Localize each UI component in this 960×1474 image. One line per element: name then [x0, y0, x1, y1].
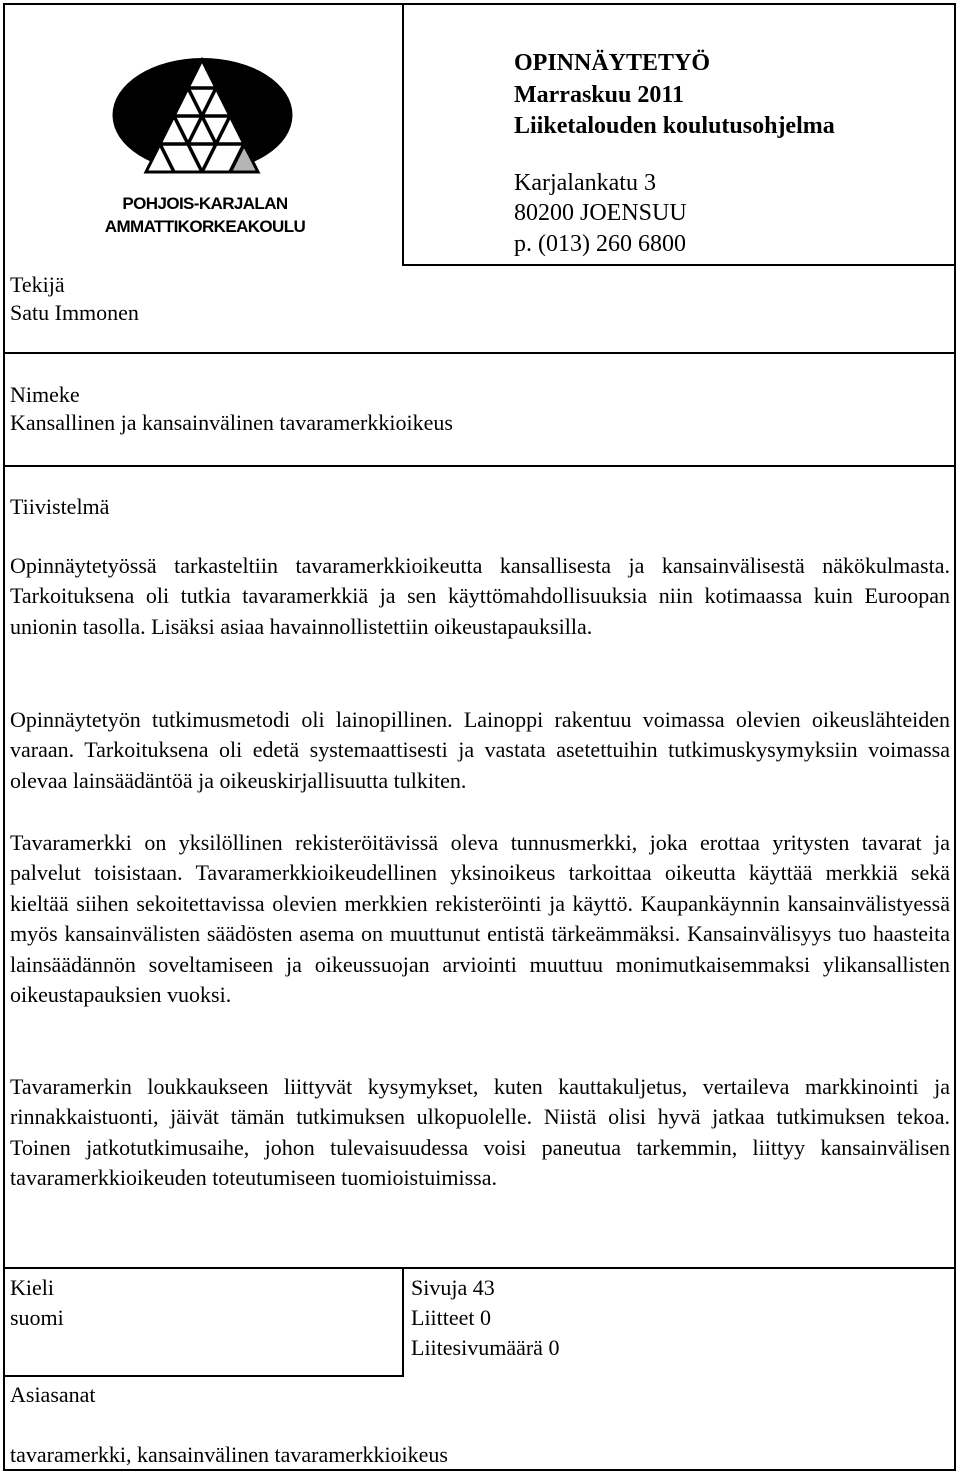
abstract-section-divider	[3, 1267, 956, 1269]
phone-number: p. (013) 260 6800	[514, 231, 686, 257]
logo-text-line2: AMMATTIKORKEAKOULU	[104, 217, 306, 236]
abstract-paragraph: Tavaramerkki on yksilöllinen rekisteröitävissä oleva tunnusmerkki, joka erottaa yritysten tavarat ja palvelut toisistaan. Tavaramerkkioikeudellinen yksinoikeus tarkoittaa oikeutta käyttää merkkiä sekä kieltää siihen sekoitettavissa olevien merkkien rekisteröinti ja käyttö. Kaupankäynnin kansainvälistyessä myös kansainvälisten säädösten asema on muuttunut entistä tärkeämmäksi. Kansainvälisyys tuo haasteita lainsäädännön soveltamiseen ja oikeussuojan arviointi muuttuu monimutkaisemmaksi ylikansallisten oikeustapauksien vuoksi.	[10, 830, 950, 1008]
abstract-paragraph: Opinnäytetyössä tarkasteltiin tavaramerkkioikeutta kansallisesta ja kansainvälisestä näkökulmasta. Tarkoituksena oli tutkia tavaramerkkiä ja sen käyttömahdollisuuksia niin kotimaassa kuin Euroopan unionin tasolla. Lisäksi asiaa havainnollistettiin oikeustapauksilla.	[10, 553, 950, 639]
header-divider-horizontal	[402, 264, 956, 266]
keywords-value: tavaramerkki, kansainvälinen tavaramerkkioikeus	[10, 1442, 448, 1467]
address-city: 80200 JOENSUU	[514, 200, 687, 226]
author-name: Satu Immonen	[10, 300, 139, 325]
keywords-section-divider	[3, 1375, 404, 1377]
language-pages-divider	[402, 1267, 404, 1377]
appendix-page-count: Liitesivumäärä 0	[411, 1335, 560, 1360]
author-label: Tekijä	[10, 272, 65, 297]
title-label: Nimeke	[10, 382, 80, 407]
document-date: Marraskuu 2011	[514, 82, 685, 108]
header-divider-vertical	[402, 3, 404, 266]
appendix-count: Liitteet 0	[411, 1305, 492, 1330]
abstract-label: Tiivistelmä	[10, 494, 110, 519]
thesis-title: Kansallinen ja kansainvälinen tavaramerkkioikeus	[10, 410, 453, 435]
address-street: Karjalankatu 3	[514, 170, 656, 196]
document-type: OPINNÄYTETYÖ	[514, 50, 711, 76]
logo-text-line1: POHJOIS-KARJALAN	[122, 194, 288, 213]
abstract-paragraph: Tavaramerkin loukkaukseen liittyvät kysymykset, kuten kauttakuljetus, vertaileva markkinointi ja rinnakkaistuonti, jäivät tämän tutkimuksen ulkopuolelle. Niistä olisi hyvä jatkaa tutkimuksen tekoa. Toinen jatkotutkimusaihe, johon tulevaisuudessa voisi paneutua tarkemmin, liittyy kansainvälisen tavaramerkkioikeuden toteutumiseen tuomioistuimissa.	[10, 1074, 950, 1191]
abstract-paragraph: Opinnäytetyön tutkimusmetodi oli lainopillinen. Lainoppi rakentuu voimassa olevien oikeuslähteiden varaan. Tarkoituksena oli edetä systemaattisesti ja vastata asetettuihin tutkimuskysymyksiin voimassa olevaa lainsäädäntöä ja oikeuskirjallisuutta tulkiten.	[10, 707, 950, 793]
degree-program: Liiketalouden koulutusohjelma	[514, 113, 835, 139]
keywords-label: Asiasanat	[10, 1382, 96, 1407]
page-count: Sivuja 43	[411, 1275, 495, 1300]
language-label: Kieli	[10, 1275, 54, 1300]
title-section-divider	[3, 465, 956, 467]
language-value: suomi	[10, 1305, 64, 1330]
author-section-divider	[3, 352, 956, 354]
